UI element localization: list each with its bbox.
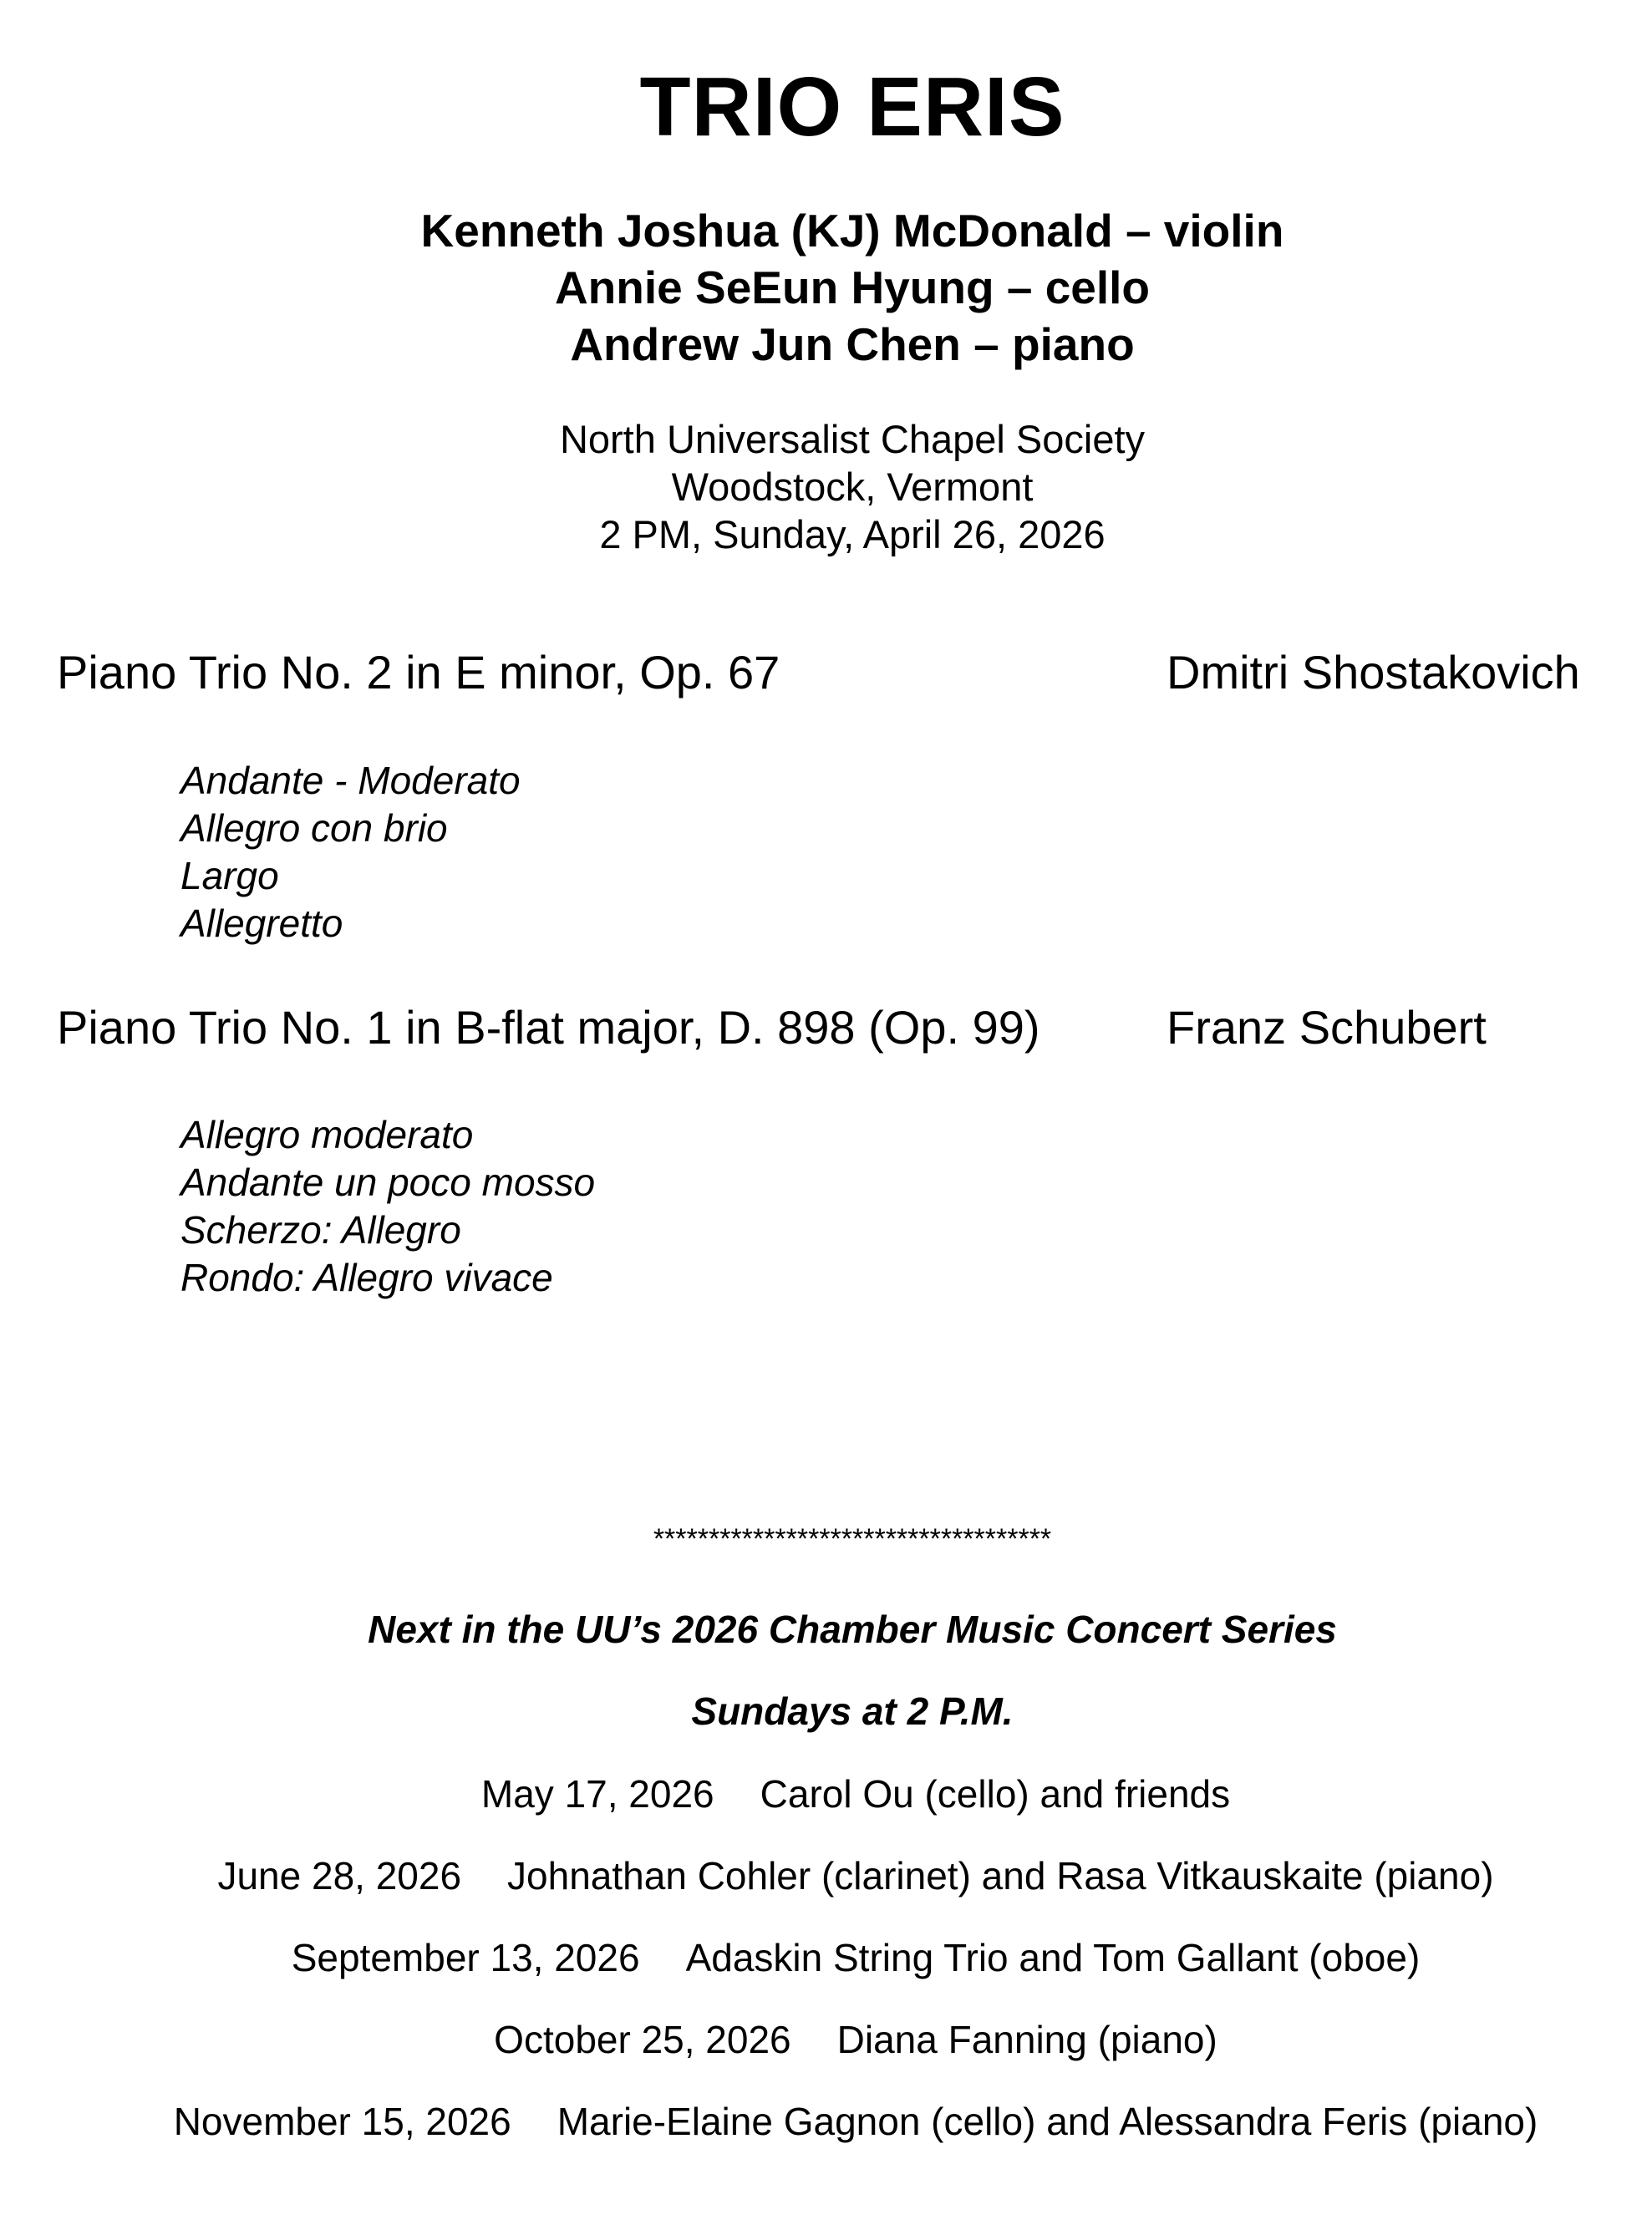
concert-performers: Adaskin String Trio and Tom Gallant (oboe) — [685, 1936, 1421, 1979]
concert-performers: Marie-Elaine Gagnon (cello) and Alessandra Feris (piano) — [557, 2100, 1538, 2143]
concert-date: September 13, 2026 — [291, 1936, 640, 1979]
concert-date: June 28, 2026 — [217, 1854, 462, 1897]
concert-performers: Johnathan Cohler (clarinet) and Rasa Vitkauskaite (piano) — [507, 1854, 1494, 1897]
performer-piano: Andrew Jun Chen – piano — [570, 318, 1135, 370]
movement-item: Allegretto — [180, 902, 343, 945]
movement-list — [180, 1111, 595, 1302]
concert-performers: Carol Ou (cello) and friends — [760, 1772, 1231, 1816]
movement-item: Allegro con brio — [180, 806, 448, 850]
performers-list — [0, 202, 1652, 373]
venue-name: North Universalist Chapel Society — [559, 417, 1146, 461]
performer-violin: Kenneth Joshua (KJ) McDonald – violin — [420, 205, 1284, 257]
piece-title: Piano Trio No. 2 in E minor, Op. 67 — [57, 646, 780, 699]
concert-date: October 25, 2026 — [494, 2018, 791, 2061]
concert-date: November 15, 2026 — [173, 2100, 511, 2143]
concert-date: May 17, 2026 — [480, 1772, 714, 1816]
upcoming-concert — [0, 1769, 1652, 1819]
upcoming-concert — [0, 1933, 1652, 1983]
movement-list — [180, 757, 521, 947]
movement-item: Largo — [180, 854, 279, 897]
upcoming-concert — [0, 2014, 1652, 2065]
asterisk-divider: ************************************ — [653, 1523, 1052, 1555]
series-heading: Next in the UU’s 2026 Chamber Music Concert Series — [368, 1608, 1337, 1651]
concert-datetime: 2 PM, Sunday, April 26, 2026 — [599, 512, 1106, 556]
movement-item: Scherzo: Allegro — [180, 1208, 461, 1252]
movement-item: Andante un poco mosso — [180, 1161, 596, 1204]
concert-performers: Diana Fanning (piano) — [836, 2018, 1217, 2061]
movement-item: Rondo: Allegro vivace — [180, 1256, 553, 1299]
piece-composer: Dmitri Shostakovich — [1167, 646, 1580, 699]
performer-cello: Annie SeEun Hyung – cello — [554, 262, 1151, 313]
upcoming-concert — [0, 2096, 1652, 2146]
movement-item: Allegro moderato — [180, 1113, 474, 1156]
movement-item: Andante - Moderato — [180, 759, 521, 802]
venue-location: Woodstock, Vermont — [671, 465, 1034, 509]
upcoming-concert — [0, 1851, 1652, 1901]
piece-composer: Franz Schubert — [1167, 1001, 1487, 1054]
piece-title: Piano Trio No. 1 in B-flat major, D. 898 (Op. 99) — [57, 1001, 1040, 1054]
series-subheading: Sundays at 2 P.M. — [691, 1689, 1014, 1733]
program-title: TRIO ERIS — [639, 60, 1065, 154]
venue-info — [0, 415, 1652, 558]
